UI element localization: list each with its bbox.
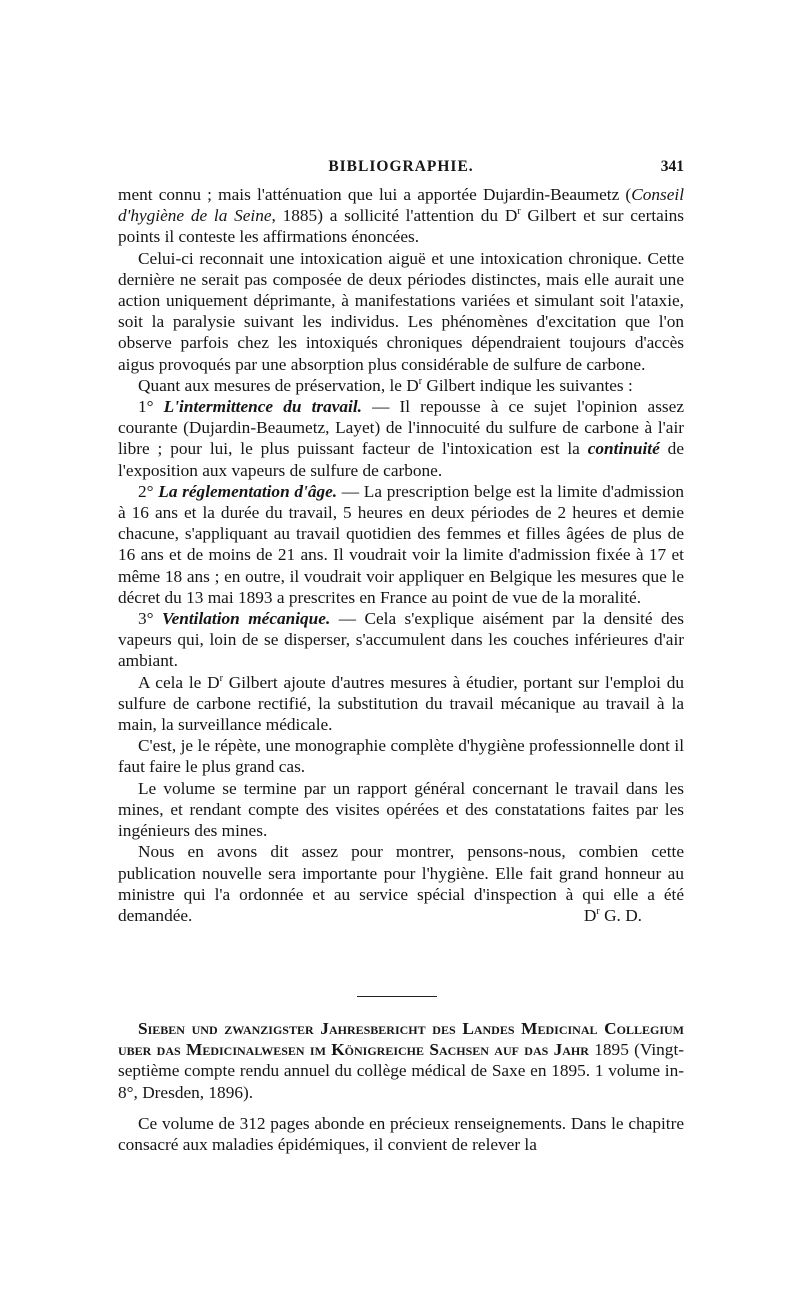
paragraph-9: Le volume se termine par un rapport général concernant le travail dans les mines, et rendant compte des visites opérées et des constatations faites par les ingénieurs des mines. <box>118 778 684 841</box>
paragraph-4: 1° L'intermittence du travail. — Il repousse à ce sujet l'opinion assez courante (Dujardin-Beaumetz, Layet) de l'innocuité du sulfure de carbone à l'air libre ; pour lui, le plus puissant facteur de l'intoxication est la continuité de l'exposition aux vapeurs de sulfure de carbone. <box>118 397 685 480</box>
page-header <box>118 158 684 182</box>
section-divider <box>357 996 437 997</box>
paragraph-7: A cela le $D^r$ Gilbert ajoute d'autres mesures à étudier, portant sur l'emploi du sulfure de carbone rectifié, la substitution du travail mécanique au travail à la main, la surveillance médicale. <box>118 672 684 735</box>
signature: $D^r$ G. D. <box>583 905 642 925</box>
paragraph-6: 3° Ventilation mécanique. — Cela s'explique aisément par la densité des vapeurs qui, loin de se disperser, s'accumulent dans les couches inférieures d'air ambiant. <box>118 609 684 671</box>
paragraph-2: Celui-ci reconnait une intoxication aiguë et une intoxication chronique. Cette dernière ne serait pas composée de deux périodes distinctes, mais elle aurait une action uniquement déprimante, à manifestations variées et simulant soit l'ataxie, soit la paralysie suivant les individus. Les phénomènes d'excitation que l'on observe parfois chez les intoxiqués chroniques dépendraient toujours d'accès aigus provoqués par une absorption plus considérable de sulfure de carbone. <box>118 248 684 374</box>
paragraph-8: C'est, je le répète, une monographie complète d'hygiène professionnelle dont il faut faire le plus grand cas. <box>118 736 684 777</box>
paragraph-1: ment connu ; mais l'atténuation que lui a apportée Dujardin-Beaumetz (Conseil d'hygiène de la Seine, 1885) a sollicité l'attention du $D^r$ Gilbert et sur certains points il conteste les affirmations énoncées. <box>118 185 684 247</box>
section-title-ventilation: Ventilation mécanique. <box>161 609 331 629</box>
emphasis-continuite: continuité <box>587 439 660 459</box>
cited-journal: Conseil d'hygiène de la Seine <box>118 185 684 226</box>
second-review <box>118 1018 684 1155</box>
page-number: 341 <box>660 158 684 175</box>
body-text <box>118 184 684 926</box>
paragraph-3: Quant aux mesures de préservation, le $D^r$ Gilbert indique les suivantes : <box>138 375 633 395</box>
review-title: Sieben und zwanzigster Jahresbericht des Landes Medicinal Collegium uber das Medicinalwesen im Königreiche Sachsen auf das Jahr <box>118 1019 684 1060</box>
paragraph-10: Nous en avons dit assez pour montrer, pensons-nous, combien cette publication nouvelle sera importante pour l'hygiène. Elle fait grand honneur au ministre qui l'a ordonnée et au service spécial d'inspection à qui elle a été demandée. $D^r$ G. D. <box>118 842 684 925</box>
paragraph-5: 2° La réglementation d'âge. — La prescription belge est la limite d'admission à 16 ans et la durée du travail, 5 heures en deux périodes de 2 heures et demie chacune, s'appliquant au travail quotidien des femmes et filles âgées de plus de 16 ans et de moins de 21 ans. Il voudrait voir la limite d'admission fixée à 17 et même 18 ans ; en outre, il voudrait voir appliquer en Belgique les mesures que le décret du 13 mai 1893 a prescrites en France au point de vue de la moralité. <box>118 481 685 607</box>
review-paragraph: Ce volume de 312 pages abonde en précieux renseignements. Dans le chapitre consacré aux maladies épidémiques, il convient de relever la <box>118 1113 684 1155</box>
section-title-reglementation: La réglementation d'âge. <box>158 481 338 501</box>
review-citation: Sieben und zwanzigster Jahresbericht des Landes Medicinal Collegium uber das Medicinalwesen im Königreiche Sachsen auf das Jahr 1895 (Vingt-septième compte rendu annuel du collège médical de Saxe en 1895. 1 volume in-8°, Dresden, 1896). <box>118 1019 684 1102</box>
section-title-intermittence: L'intermittence du travail. <box>163 397 362 417</box>
running-title: BIBLIOGRAPHIE. <box>328 158 474 175</box>
